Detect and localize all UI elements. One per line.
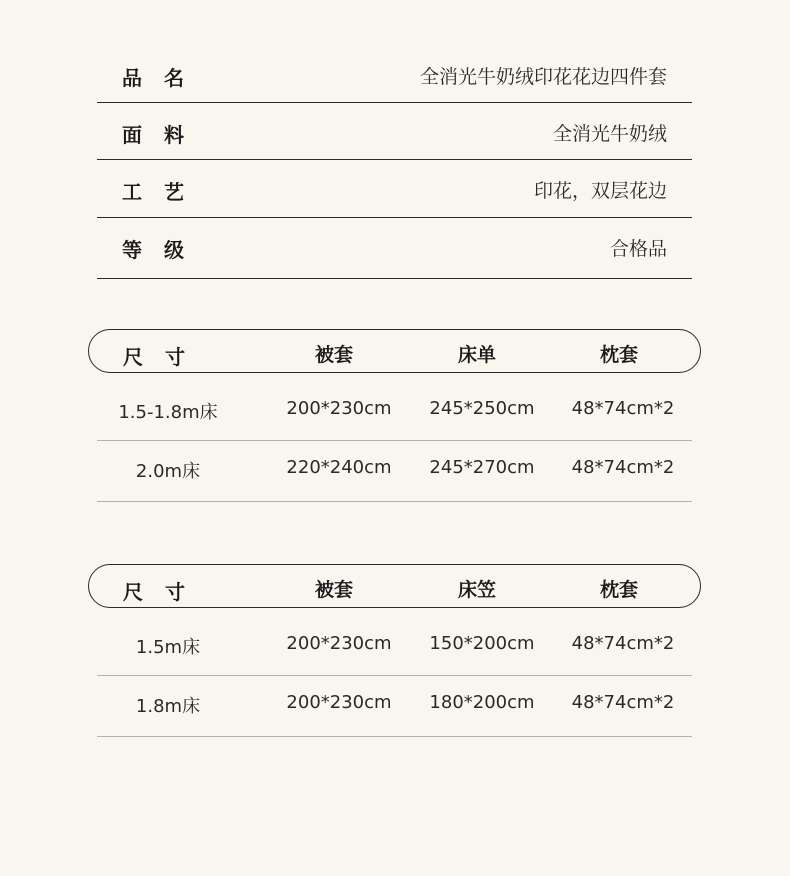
- table-cell: 48*74cm*2: [571, 398, 675, 419]
- header-bed-sheet: 床单: [457, 344, 496, 366]
- table-cell: 48*74cm*2: [571, 457, 675, 478]
- size-table-fitted: [88, 564, 701, 737]
- table-cell: 1.5m床: [135, 637, 201, 658]
- spec-row-craft: [97, 160, 692, 218]
- header-fitted-sheet: 床笠: [457, 579, 496, 601]
- header-duvet-cover: 被套: [314, 579, 353, 601]
- spec-row-name: [97, 46, 692, 103]
- table-cell: 220*240cm: [286, 457, 392, 478]
- table-cell: 200*230cm: [286, 398, 392, 419]
- table-cell: 1.5-1.8m床: [118, 402, 218, 423]
- spec-value: 全消光牛奶绒印花花边四件套: [419, 66, 667, 88]
- table-cell: 2.0m床: [135, 461, 201, 482]
- size-table-header: [88, 564, 701, 608]
- header-pillowcase: 枕套: [599, 579, 638, 601]
- header-size: 尺寸: [123, 580, 207, 604]
- table-row: [97, 676, 692, 737]
- table-cell: 48*74cm*2: [571, 692, 675, 713]
- size-table-header: [88, 329, 701, 373]
- size-table-body: [97, 373, 692, 502]
- table-cell: 200*230cm: [286, 633, 392, 654]
- spec-label: 等级: [122, 238, 206, 262]
- spec-label: 面料: [122, 123, 206, 147]
- spec-row-grade: [97, 218, 692, 279]
- table-row: [97, 373, 692, 441]
- header-size: 尺寸: [123, 345, 207, 369]
- size-table-body: [97, 608, 692, 737]
- table-cell: 150*200cm: [429, 633, 535, 654]
- table-cell: 48*74cm*2: [571, 633, 675, 654]
- size-table-sheet: [88, 329, 701, 502]
- spec-value: 合格品: [609, 238, 667, 260]
- spec-label: 品名: [122, 66, 206, 90]
- table-cell: 245*250cm: [429, 398, 535, 419]
- spec-row-fabric: [97, 103, 692, 160]
- table-cell: 200*230cm: [286, 692, 392, 713]
- table-row: [97, 441, 692, 502]
- table-cell: 180*200cm: [429, 692, 535, 713]
- spec-value: 全消光牛奶绒: [552, 123, 667, 145]
- header-duvet-cover: 被套: [314, 344, 353, 366]
- product-spec-table: [97, 46, 692, 279]
- table-cell: 1.8m床: [135, 696, 201, 717]
- table-cell: 245*270cm: [429, 457, 535, 478]
- spec-label: 工艺: [122, 180, 206, 204]
- header-pillowcase: 枕套: [599, 344, 638, 366]
- spec-value: 印花，双层花边: [533, 180, 667, 202]
- table-row: [97, 608, 692, 676]
